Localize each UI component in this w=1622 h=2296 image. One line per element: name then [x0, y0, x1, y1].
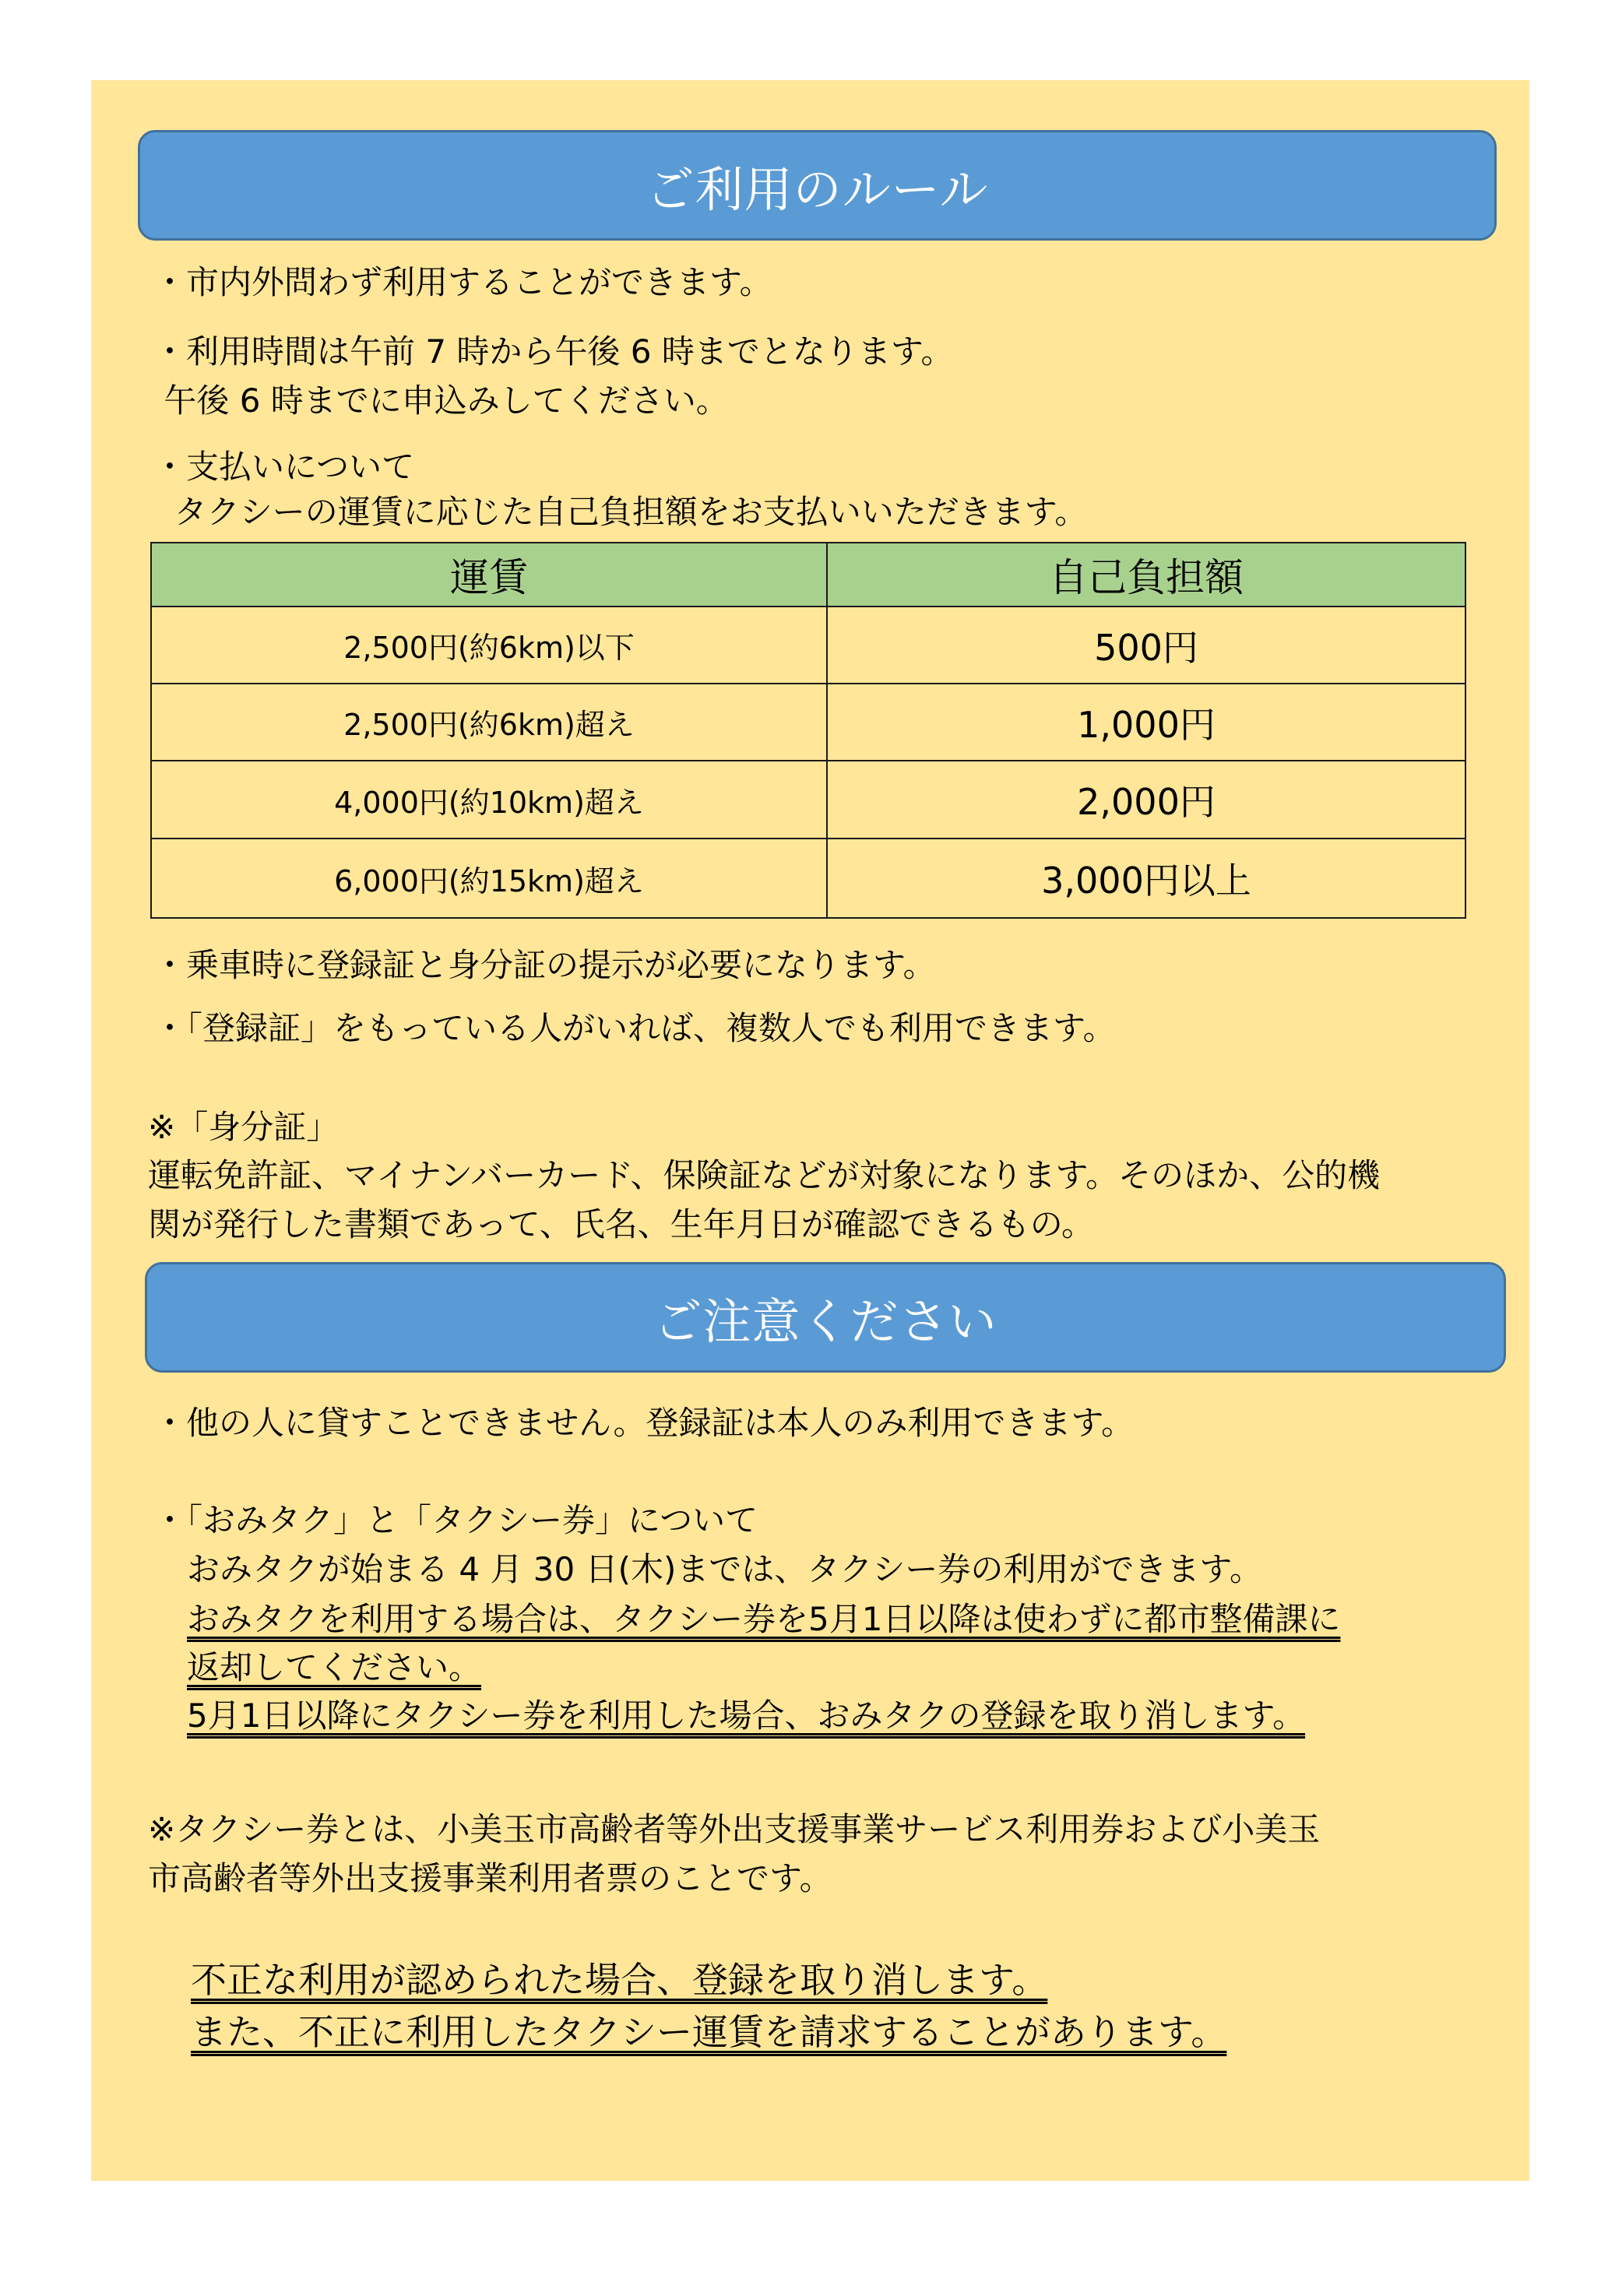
- fare-cell: 2,500円(約6km)超え: [151, 684, 827, 761]
- rule-hours-text: ・利用時間は午前 7 時から午後 6 時までとなります。: [153, 332, 954, 371]
- caution-section-title: ご注意ください: [653, 1292, 997, 1350]
- table-row: [151, 607, 1465, 684]
- ticket-note-line: ※タクシー券とは、小美玉市高齢者等外出支援事業サービス利用券および小美玉: [148, 1810, 1321, 1848]
- payment-column-header: 自己負担額: [827, 543, 1465, 607]
- rule-payment-text: ・支払いについて: [153, 448, 415, 486]
- fare-cell: 2,500円(約6km)以下: [151, 607, 827, 684]
- rule-payment-subtext: タクシーの運賃に応じた自己負担額をお支払いいただきます。: [153, 493, 1088, 531]
- id-note-line: 関が発行した書類であって、氏名、生年月日が確認できるもの。: [148, 1205, 1095, 1243]
- caution-omitaku-heading: ・「おみタク」と「タクシー券」について: [153, 1501, 758, 1539]
- fare-cell: 4,000円(約10km)超え: [151, 761, 827, 839]
- warning-line: また、不正に利用したタクシー運賃を請求することがあります。: [191, 2011, 1227, 2053]
- caution-cancel-registration-text: 5月1日以降にタクシー券を利用した場合、おみタクの登録を取り消します。: [187, 1697, 1306, 1735]
- rules-section-title: ご利用のルール: [646, 160, 989, 218]
- fare-cell: 6,000円(約15km)超え: [151, 839, 827, 918]
- payment-cell: 1,000円: [827, 684, 1465, 761]
- payment-cell: 2,000円: [827, 761, 1465, 839]
- caution-return-ticket-text: おみタクを利用する場合は、タクシー券を5月1日以降は使わずに都市整備課に: [187, 1600, 1341, 1638]
- rule-id-required-text: ・乗車時に登録証と身分証の提示が必要になります。: [153, 946, 936, 984]
- rule-group-use-text: ・「登録証」をもっている人がいれば、複数人でも利用できます。: [153, 1009, 1116, 1047]
- caution-omitaku-text: おみタクが始まる 4 月 30 日(木)までは、タクシー券の利用ができます。: [187, 1550, 1262, 1588]
- payment-cell: 500円: [827, 607, 1465, 684]
- fare-table: [150, 542, 1466, 919]
- ticket-note-line: 市高齢者等外出支援事業利用者票のことです。: [148, 1859, 832, 1897]
- fare-column-header: 運賃: [151, 543, 827, 607]
- warning-line: 不正な利用が認められた場合、登録を取り消します。: [191, 1959, 1048, 2001]
- table-row: [151, 761, 1465, 839]
- table-row: [151, 684, 1465, 761]
- rules-section-header: [138, 130, 1497, 241]
- id-note-line: 運転免許証、マイナンバーカード、保険証などが対象になります。そのほか、公的機: [148, 1156, 1381, 1194]
- fare-table-header-row: [151, 543, 1465, 607]
- payment-cell: 3,000円以上: [827, 839, 1465, 918]
- caution-section-header: [145, 1262, 1506, 1373]
- id-note-heading: ※「身分証」: [148, 1108, 340, 1146]
- rule-hours-subtext: 午後 6 時までに申込みしてください。: [153, 381, 729, 420]
- table-row: [151, 839, 1465, 918]
- caution-no-lending-text: ・他の人に貸すことできません。登録証は本人のみ利用できます。: [153, 1404, 1135, 1442]
- rule-area-text: ・市内外問わず利用することができます。: [153, 263, 772, 301]
- caution-return-ticket-text: 返却してください。: [187, 1648, 482, 1686]
